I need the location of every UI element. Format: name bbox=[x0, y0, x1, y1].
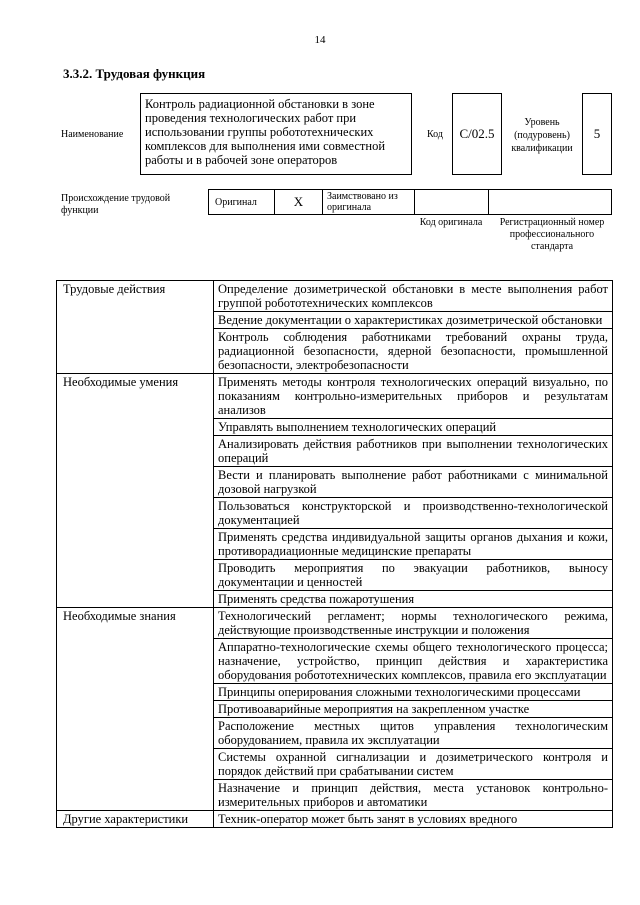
name-label: Наименование bbox=[61, 129, 124, 140]
item-cell: Проводить мероприятия по эвакуации работников, выносу документации и ценностей bbox=[214, 560, 613, 591]
item-cell: Расположение местных щитов управления технологическим оборудованием, правила их эксплуатации bbox=[214, 718, 613, 749]
item-cell: Технологический регламент; нормы технологического режима, действующие производственные инструкции и положения bbox=[214, 608, 613, 639]
table-row bbox=[57, 811, 613, 828]
item-cell: Техник-оператор может быть занят в условиях вредного bbox=[214, 811, 613, 828]
table-row bbox=[57, 374, 613, 419]
origin-label: Происхождение трудовой функции bbox=[61, 193, 171, 216]
item-cell: Анализировать действия работников при выполнении технологических операций bbox=[214, 436, 613, 467]
function-name-box: Контроль радиационной обстановки в зоне проведения технологических работ при использовании группы робототехнических комплексов для выполнения ими совместной работы и в рабочей зоне операторов bbox=[140, 93, 412, 175]
original-code-cell bbox=[415, 190, 489, 214]
item-cell: Принципы оперирования сложными технологическими процессами bbox=[214, 684, 613, 701]
table-row bbox=[57, 608, 613, 639]
item-cell: Ведение документации о характеристиках дозиметрической обстановки bbox=[214, 312, 613, 329]
category-cell: Трудовые действия bbox=[57, 281, 214, 374]
item-cell: Аппаратно-технологические схемы общего технологического процесса; назначение, устройство, принцип действия и характеристика оборудования робототехнических комплексов, правила его эксплуатации bbox=[214, 639, 613, 684]
category-cell: Необходимые умения bbox=[57, 374, 214, 608]
section-title: 3.3.2. Трудовая функция bbox=[63, 66, 206, 81]
origin-row bbox=[208, 189, 612, 215]
page-number: 14 bbox=[314, 34, 326, 46]
item-cell: Системы охранной сигнализации и дозиметрического контроля и порядок действий при срабатывании систем bbox=[214, 749, 613, 780]
item-cell: Применять методы контроля технологических операций визуально, по показаниям контрольно-измерительных приборов и результатам анализов bbox=[214, 374, 613, 419]
function-code-box: C/02.5 bbox=[452, 93, 502, 175]
code-label: Код bbox=[427, 129, 443, 140]
category-cell: Другие характеристики bbox=[57, 811, 214, 828]
item-cell: Применять средства индивидуальной защиты органов дыхания и кожи, противорадиационные медицинские препараты bbox=[214, 529, 613, 560]
item-cell: Назначение и принцип действия, места установок контрольно-измерительных приборов и автоматики bbox=[214, 780, 613, 811]
original-mark: X bbox=[275, 190, 323, 214]
original-label: Оригинал bbox=[209, 190, 275, 214]
item-cell: Управлять выполнением технологических операций bbox=[214, 419, 613, 436]
original-code-caption: Код оригинала bbox=[419, 217, 483, 228]
item-cell: Применять средства пожаротушения bbox=[214, 591, 613, 608]
reg-number-cell bbox=[489, 190, 611, 214]
borrowed-label: Заимствовано из оригинала bbox=[323, 190, 415, 214]
item-cell: Пользоваться конструкторской и производственно-технологической документацией bbox=[214, 498, 613, 529]
table-row bbox=[57, 281, 613, 312]
labor-function-table bbox=[56, 280, 613, 828]
item-cell: Определение дозиметрической обстановки в месте выполнения работ группой робототехнических комплексов bbox=[214, 281, 613, 312]
item-cell: Вести и планировать выполнение работ работниками с минимальной дозовой нагрузкой bbox=[214, 467, 613, 498]
reg-number-caption: Регистрационный номер профессионального стандарта bbox=[499, 217, 605, 252]
item-cell: Контроль соблюдения работниками требований охраны труда, радиационной безопасности, ядерной безопасности, промышленной безопасности, электробезопасности bbox=[214, 329, 613, 374]
category-cell: Необходимые знания bbox=[57, 608, 214, 811]
level-label: Уровень (подуровень) квалификации bbox=[511, 117, 573, 154]
level-box: 5 bbox=[582, 93, 612, 175]
item-cell: Противоаварийные мероприятия на закрепленном участке bbox=[214, 701, 613, 718]
